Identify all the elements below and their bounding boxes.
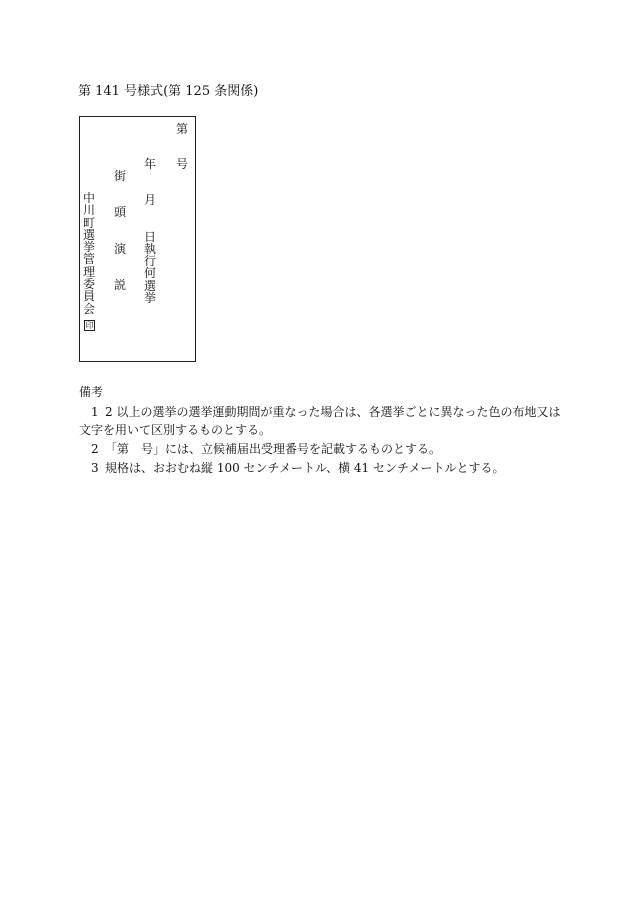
remark-1 (91, 403, 560, 420)
remark-number: 1 (91, 405, 99, 419)
remark-text: 「第 号」には、立候補届出受理番号を記載するものとする。 (105, 442, 442, 456)
remark-number: 2 (91, 442, 99, 456)
board-bureau-column: 中 川 町 選 挙 管 理 委 員 会 (82, 191, 95, 316)
board-date-column: 年 月 日 執 行 何 選 挙 (143, 157, 156, 306)
remark-number: 3 (91, 461, 99, 475)
remarks-heading: 備考 (79, 385, 104, 399)
remark-2 (91, 440, 441, 457)
seal-mark: 印 (85, 320, 94, 330)
board-number-column: 第 号 (175, 122, 188, 172)
remark-text: 2 以上の選挙の選挙運動期間が重なった場合は、各選挙ごとに異なった色の布地又は (105, 405, 561, 419)
board-speech-column: 街 頭 演 説 (113, 169, 126, 292)
remark-1-continued: 文字を用いて区別するものとする。 (79, 423, 272, 437)
remark-3 (91, 459, 505, 476)
form-title: 第 141 号様式(第 125 条関係) (78, 84, 259, 99)
remark-text: 規格は、おおむね縦 100 センチメートル、横 41 センチメートルとする。 (105, 461, 505, 475)
